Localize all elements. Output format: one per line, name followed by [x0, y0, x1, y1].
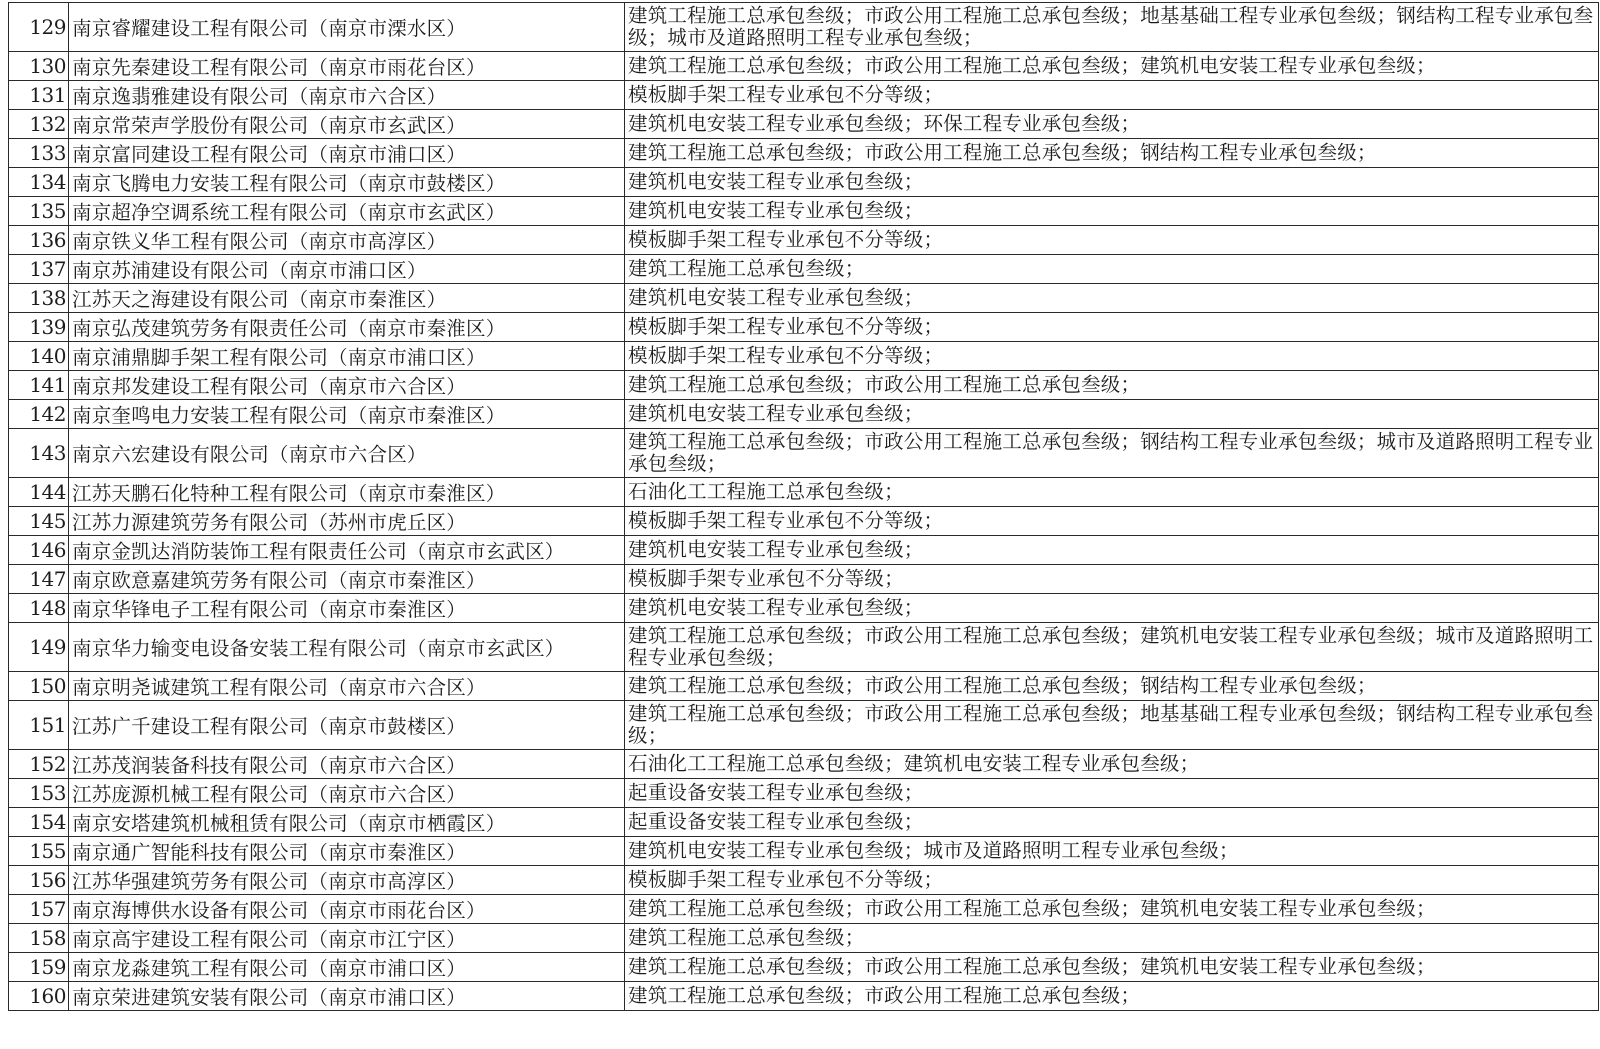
company-name: 南京龙淼建筑工程有限公司（南京市浦口区）: [69, 953, 625, 982]
table-row: [9, 623, 1599, 672]
row-number: 155: [9, 837, 69, 866]
row-number: 131: [9, 81, 69, 110]
company-name: 南京邦发建设工程有限公司（南京市六合区）: [69, 371, 625, 400]
company-name: 南京铁义华工程有限公司（南京市高淳区）: [69, 226, 625, 255]
company-name: 南京华力输变电设备安装工程有限公司（南京市玄武区）: [69, 623, 625, 672]
qualification-text: 建筑工程施工总承包叁级；市政公用工程施工总承包叁级；: [625, 982, 1599, 1011]
table-row: [9, 197, 1599, 226]
row-number: 136: [9, 226, 69, 255]
qualification-text: 模板脚手架工程专业承包不分等级；: [625, 507, 1599, 536]
company-name: 江苏广千建设工程有限公司（南京市鼓楼区）: [69, 701, 625, 750]
company-name: 南京奎鸣电力安装工程有限公司（南京市秦淮区）: [69, 400, 625, 429]
row-number: 151: [9, 701, 69, 750]
company-name: 南京常荣声学股份有限公司（南京市玄武区）: [69, 110, 625, 139]
row-number: 150: [9, 672, 69, 701]
row-number: 129: [9, 3, 69, 52]
row-number: 142: [9, 400, 69, 429]
row-number: 137: [9, 255, 69, 284]
qualification-text: 建筑机电安装工程专业承包叁级；: [625, 594, 1599, 623]
qualification-text: 建筑机电安装工程专业承包叁级；环保工程专业承包叁级；: [625, 110, 1599, 139]
row-number: 157: [9, 895, 69, 924]
company-name: 南京先秦建设工程有限公司（南京市雨花台区）: [69, 52, 625, 81]
qualification-text: 起重设备安装工程专业承包叁级；: [625, 779, 1599, 808]
table-row: [9, 284, 1599, 313]
table-row: [9, 400, 1599, 429]
table-row: [9, 594, 1599, 623]
company-name: 南京华锋电子工程有限公司（南京市秦淮区）: [69, 594, 625, 623]
company-name: 南京欧意嘉建筑劳务有限公司（南京市秦淮区）: [69, 565, 625, 594]
row-number: 153: [9, 779, 69, 808]
table-row: [9, 701, 1599, 750]
table-row: [9, 750, 1599, 779]
company-name: 江苏庞源机械工程有限公司（南京市六合区）: [69, 779, 625, 808]
qualification-text: 建筑工程施工总承包叁级；市政公用工程施工总承包叁级；建筑机电安装工程专业承包叁级；: [625, 52, 1599, 81]
qualification-text: 模板脚手架工程专业承包不分等级；: [625, 226, 1599, 255]
row-number: 159: [9, 953, 69, 982]
qualification-text: 石油化工工程施工总承包叁级；建筑机电安装工程专业承包叁级；: [625, 750, 1599, 779]
table-row: [9, 3, 1599, 52]
row-number: 133: [9, 139, 69, 168]
qualification-text: 模板脚手架工程专业承包不分等级；: [625, 342, 1599, 371]
row-number: 134: [9, 168, 69, 197]
qualification-text: 建筑工程施工总承包叁级；市政公用工程施工总承包叁级；钢结构工程专业承包叁级；城市及道路照明工程专业承包叁级；: [625, 429, 1599, 478]
table-row: [9, 226, 1599, 255]
row-number: 145: [9, 507, 69, 536]
row-number: 148: [9, 594, 69, 623]
qualification-text: 建筑机电安装工程专业承包叁级；: [625, 536, 1599, 565]
company-name: 南京金凯达消防装饰工程有限责任公司（南京市玄武区）: [69, 536, 625, 565]
company-name: 南京浦鼎脚手架工程有限公司（南京市浦口区）: [69, 342, 625, 371]
row-number: 152: [9, 750, 69, 779]
table-row: [9, 808, 1599, 837]
company-name: 南京荣进建筑安装有限公司（南京市浦口区）: [69, 982, 625, 1011]
row-number: 141: [9, 371, 69, 400]
qualification-text: 建筑工程施工总承包叁级；市政公用工程施工总承包叁级；: [625, 371, 1599, 400]
company-name: 南京飞腾电力安装工程有限公司（南京市鼓楼区）: [69, 168, 625, 197]
qualification-text: 建筑机电安装工程专业承包叁级；: [625, 197, 1599, 226]
table-row: [9, 895, 1599, 924]
row-number: 135: [9, 197, 69, 226]
row-number: 139: [9, 313, 69, 342]
qualification-text: 建筑机电安装工程专业承包叁级；: [625, 284, 1599, 313]
table-row: [9, 536, 1599, 565]
qualification-text: 建筑工程施工总承包叁级；市政公用工程施工总承包叁级；地基基础工程专业承包叁级；钢结构工程专业承包叁级；: [625, 701, 1599, 750]
qualification-text: 建筑工程施工总承包叁级；: [625, 255, 1599, 284]
qualification-table: [8, 2, 1599, 1011]
table-row: [9, 429, 1599, 478]
table-row: [9, 81, 1599, 110]
qualification-text: 建筑工程施工总承包叁级；市政公用工程施工总承包叁级；建筑机电安装工程专业承包叁级；: [625, 895, 1599, 924]
company-name: 南京六宏建设有限公司（南京市六合区）: [69, 429, 625, 478]
company-name: 江苏华强建筑劳务有限公司（南京市高淳区）: [69, 866, 625, 895]
row-number: 140: [9, 342, 69, 371]
table-row: [9, 565, 1599, 594]
table-row: [9, 313, 1599, 342]
table-row: [9, 779, 1599, 808]
row-number: 160: [9, 982, 69, 1011]
company-name: 江苏天鹏石化特种工程有限公司（南京市秦淮区）: [69, 478, 625, 507]
table-row: [9, 924, 1599, 953]
qualification-text: 模板脚手架专业承包不分等级；: [625, 565, 1599, 594]
table-row: [9, 837, 1599, 866]
qualification-text: 石油化工工程施工总承包叁级；: [625, 478, 1599, 507]
row-number: 143: [9, 429, 69, 478]
qualification-text: 建筑工程施工总承包叁级；市政公用工程施工总承包叁级；建筑机电安装工程专业承包叁级；城市及道路照明工程专业承包叁级；: [625, 623, 1599, 672]
table-row: [9, 52, 1599, 81]
row-number: 156: [9, 866, 69, 895]
company-name: 南京富同建设工程有限公司（南京市浦口区）: [69, 139, 625, 168]
qualification-text: 建筑工程施工总承包叁级；市政公用工程施工总承包叁级；钢结构工程专业承包叁级；: [625, 672, 1599, 701]
company-name: 江苏天之海建设有限公司（南京市秦淮区）: [69, 284, 625, 313]
table-row: [9, 342, 1599, 371]
company-name: 南京弘茂建筑劳务有限责任公司（南京市秦淮区）: [69, 313, 625, 342]
table-row: [9, 953, 1599, 982]
table-body: [9, 3, 1599, 1011]
table-row: [9, 982, 1599, 1011]
qualification-text: 建筑工程施工总承包叁级；市政公用工程施工总承包叁级；钢结构工程专业承包叁级；: [625, 139, 1599, 168]
qualification-text: 建筑工程施工总承包叁级；: [625, 924, 1599, 953]
qualification-text: 建筑机电安装工程专业承包叁级；: [625, 400, 1599, 429]
qualification-text: 模板脚手架工程专业承包不分等级；: [625, 313, 1599, 342]
row-number: 144: [9, 478, 69, 507]
company-name: 南京安塔建筑机械租赁有限公司（南京市栖霞区）: [69, 808, 625, 837]
row-number: 147: [9, 565, 69, 594]
company-name: 江苏力源建筑劳务有限公司（苏州市虎丘区）: [69, 507, 625, 536]
table-row: [9, 478, 1599, 507]
table-row: [9, 507, 1599, 536]
company-name: 南京海博供水设备有限公司（南京市雨花台区）: [69, 895, 625, 924]
company-name: 南京逸翡雅建设有限公司（南京市六合区）: [69, 81, 625, 110]
company-name: 南京超净空调系统工程有限公司（南京市玄武区）: [69, 197, 625, 226]
company-name: 南京苏浦建设有限公司（南京市浦口区）: [69, 255, 625, 284]
row-number: 146: [9, 536, 69, 565]
row-number: 158: [9, 924, 69, 953]
qualification-text: 建筑工程施工总承包叁级；市政公用工程施工总承包叁级；建筑机电安装工程专业承包叁级；: [625, 953, 1599, 982]
table-row: [9, 371, 1599, 400]
table-row: [9, 139, 1599, 168]
document-page: [8, 2, 1598, 1046]
qualification-text: 建筑机电安装工程专业承包叁级；城市及道路照明工程专业承包叁级；: [625, 837, 1599, 866]
table-row: [9, 255, 1599, 284]
qualification-text: 模板脚手架工程专业承包不分等级；: [625, 866, 1599, 895]
company-name: 南京睿耀建设工程有限公司（南京市溧水区）: [69, 3, 625, 52]
row-number: 154: [9, 808, 69, 837]
table-row: [9, 866, 1599, 895]
row-number: 138: [9, 284, 69, 313]
table-row: [9, 110, 1599, 139]
row-number: 149: [9, 623, 69, 672]
table-row: [9, 672, 1599, 701]
company-name: 南京通广智能科技有限公司（南京市秦淮区）: [69, 837, 625, 866]
company-name: 江苏茂润装备科技有限公司（南京市六合区）: [69, 750, 625, 779]
qualification-text: 建筑机电安装工程专业承包叁级；: [625, 168, 1599, 197]
row-number: 132: [9, 110, 69, 139]
company-name: 南京高宇建设工程有限公司（南京市江宁区）: [69, 924, 625, 953]
row-number: 130: [9, 52, 69, 81]
table-row: [9, 168, 1599, 197]
qualification-text: 建筑工程施工总承包叁级；市政公用工程施工总承包叁级；地基基础工程专业承包叁级；钢结构工程专业承包叁级；城市及道路照明工程专业承包叁级；: [625, 3, 1599, 52]
qualification-text: 模板脚手架工程专业承包不分等级；: [625, 81, 1599, 110]
qualification-text: 起重设备安装工程专业承包叁级；: [625, 808, 1599, 837]
company-name: 南京明尧诚建筑工程有限公司（南京市六合区）: [69, 672, 625, 701]
